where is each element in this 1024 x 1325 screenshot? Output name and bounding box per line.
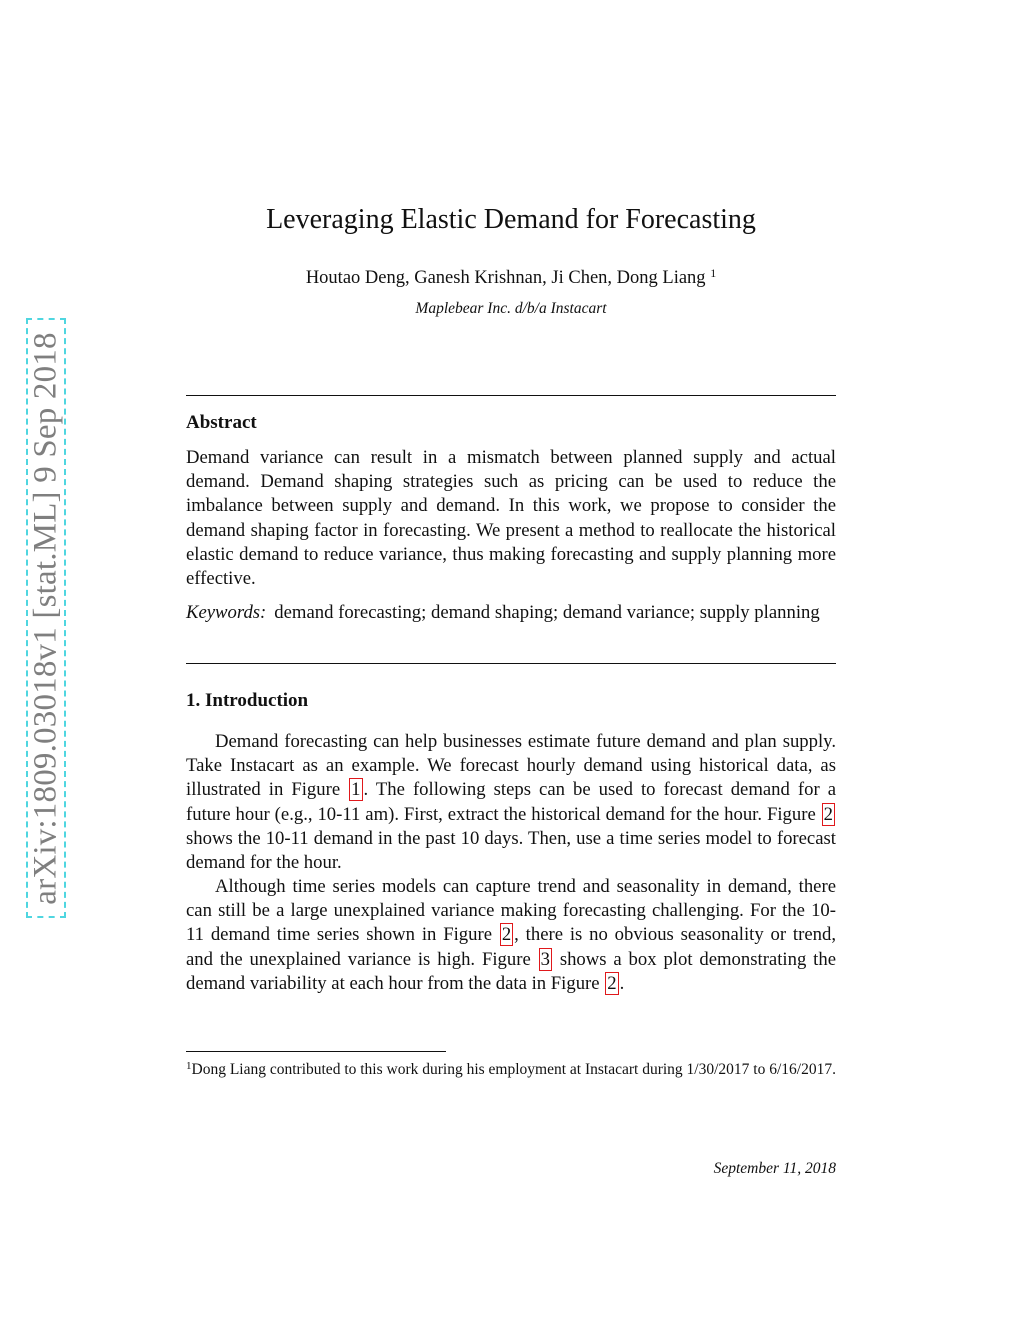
author-footnote-mark[interactable]: 1 xyxy=(710,266,717,280)
intro-paragraph-2 xyxy=(186,875,836,996)
text-span: , there is no obvious seasonality or trend, and the unexplained variance is high. Figure xyxy=(186,924,836,970)
figure-2-link[interactable]: 2 xyxy=(501,924,512,946)
figure-2-link[interactable]: 2 xyxy=(607,972,617,994)
abstract-heading: Abstract xyxy=(186,412,257,433)
intro-paragraph-1 xyxy=(186,730,836,875)
footnote xyxy=(186,1056,836,1080)
author-names: Houtao Deng, Ganesh Krishnan, Ji Chen, Dong Liang xyxy=(305,268,706,288)
text-span: . xyxy=(619,972,625,994)
footnote-mark: 1 xyxy=(186,1060,192,1072)
affiliation: Maplebear Inc. d/b/a Instacart xyxy=(415,300,607,317)
arxiv-stamp-text: arXiv:1809.03018v1 [stat.ML] 9 Sep 2018 xyxy=(27,331,64,905)
keywords-list: demand forecasting; demand shaping; demand variance; supply planning xyxy=(274,602,820,623)
figure-2-link[interactable]: 2 xyxy=(823,803,833,825)
text-span: Although time series models can capture trend and seasonality in demand, there can still be a large unexplained variance making forecasting challenging. For the 10-11 demand time series shown in Figure xyxy=(186,876,836,946)
abstract-top-rule xyxy=(186,395,836,396)
abstract-text: Demand variance can result in a mismatch between planned supply and actual demand. Demand shaping strategies such as pricing can be used to reduce the imbalance between supply and demand. In this work, we propose to consider the demand shaping factor in forecasting. We present a method to reallocate the historical elastic demand to reduce variance, thus making forecasting and supply planning more effective. xyxy=(186,447,836,590)
text-span: Demand forecasting can help businesses estimate future demand and plan supply. Take Instacart as an example. We forecast hourly demand using historical data, as illustrated in Figure xyxy=(186,731,836,801)
arxiv-stamp xyxy=(26,318,66,918)
document-date: September 11, 2018 xyxy=(713,1160,836,1177)
figure-1-link[interactable]: 1 xyxy=(351,779,361,801)
introduction-heading: 1. Introduction xyxy=(186,690,309,711)
text-span: . The following steps can be used to forecast demand for a future hour (e.g., 10-11 am). First, extract the historical demand for the hour. Figure xyxy=(186,779,837,825)
footnote-text: Dong Liang contributed to this work during his employment at Instacart during 1/30/2017 to 6/16/2017. xyxy=(191,1061,836,1078)
figure-3-link[interactable]: 3 xyxy=(540,948,550,970)
abstract-bottom-rule xyxy=(186,663,836,664)
text-span: shows the 10-11 demand in the past 10 days. Then, use a time series model to forecast demand for the hour. xyxy=(186,827,836,874)
author-list xyxy=(186,266,836,289)
text-span: shows a box plot demonstrating the demand variability at each hour from the data in Figure xyxy=(186,948,836,994)
paper-title: Leveraging Elastic Demand for Forecasting xyxy=(266,204,756,235)
footnote-rule xyxy=(186,1051,446,1052)
keywords xyxy=(186,601,836,625)
keywords-label: Keywords: xyxy=(186,602,267,623)
